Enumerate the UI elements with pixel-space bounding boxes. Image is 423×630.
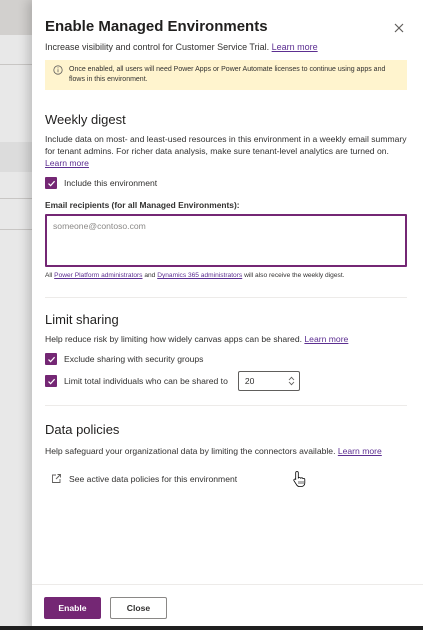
- panel-subtitle: [45, 42, 407, 52]
- enable-managed-environments-panel: [32, 0, 423, 630]
- weekly-digest-heading: Weekly digest: [45, 112, 126, 127]
- power-platform-admins-link[interactable]: Power Platform administrators: [54, 272, 143, 279]
- email-recipients-label: Email recipients (for all Managed Environments):: [45, 200, 240, 210]
- background-divider: [0, 198, 32, 199]
- section-divider: [45, 297, 407, 298]
- background-divider: [0, 64, 32, 65]
- weekly-digest-text: Include data on most- and least-used resources in this environment in a weekly email summary for tenant admins. For richer data analysis, make sure tenant-level analytics are turned on.: [45, 134, 407, 156]
- chevron-down-icon[interactable]: [288, 381, 295, 386]
- background-header: [0, 0, 32, 35]
- limit-individuals-label: Limit total individuals who can be shared to: [64, 376, 228, 386]
- dynamics-365-admins-link[interactable]: Dynamics 365 administrators: [157, 272, 243, 279]
- warning-text: Once enabled, all users will need Power Apps or Power Automate licenses to continue using apps and flows in this environment.: [69, 66, 386, 83]
- data-policies-heading: Data policies: [45, 422, 120, 437]
- data-policies-description: [45, 445, 407, 457]
- background-page: [0, 0, 32, 630]
- exclude-security-groups-label: Exclude sharing with security groups: [64, 354, 204, 364]
- include-environment-checkbox-row[interactable]: [45, 177, 407, 189]
- panel-scroll-area[interactable]: [32, 0, 423, 582]
- note-suffix: will also receive the weekly digest.: [244, 272, 345, 279]
- exclude-security-groups-row[interactable]: [45, 353, 407, 365]
- background-divider: [0, 229, 32, 230]
- weekly-digest-description: [45, 133, 407, 169]
- checkmark-icon: [47, 179, 56, 188]
- learn-more-link[interactable]: Learn more: [271, 42, 318, 52]
- see-data-policies-label: See active data policies for this environment: [69, 473, 238, 484]
- section-divider: [45, 405, 407, 406]
- checkmark-icon: [47, 377, 56, 386]
- close-icon[interactable]: [391, 20, 407, 36]
- panel-footer: [32, 584, 423, 630]
- email-recipients-input[interactable]: [45, 214, 407, 267]
- limit-sharing-heading: Limit sharing: [45, 312, 119, 327]
- exclude-security-groups-checkbox[interactable]: [45, 353, 57, 365]
- share-limit-value: 20: [244, 376, 255, 386]
- limit-sharing-learn-more-link[interactable]: Learn more: [304, 334, 349, 344]
- open-in-new-icon: [51, 473, 62, 484]
- weekly-digest-learn-more-link[interactable]: Learn more: [45, 158, 89, 168]
- email-placeholder: someone@contoso.com: [53, 221, 146, 231]
- close-button[interactable]: Close: [110, 597, 167, 619]
- include-environment-checkbox[interactable]: [45, 177, 57, 189]
- hand-pointer-cursor-icon: [292, 470, 306, 488]
- info-icon: [53, 65, 63, 75]
- data-policies-learn-more-link[interactable]: Learn more: [337, 446, 382, 456]
- share-limit-stepper[interactable]: [238, 371, 300, 391]
- digest-recipients-note: [45, 272, 407, 279]
- limit-individuals-row[interactable]: [45, 371, 407, 391]
- note-prefix: All: [45, 272, 53, 279]
- taskbar-edge: [0, 626, 423, 630]
- subtitle-text: Increase visibility and control for Customer Service Trial.: [45, 42, 270, 52]
- checkmark-icon: [47, 355, 56, 364]
- stepper-arrows[interactable]: [288, 376, 295, 386]
- limit-individuals-checkbox[interactable]: [45, 375, 57, 387]
- license-warning: [45, 60, 407, 90]
- enable-button[interactable]: Enable: [44, 597, 101, 619]
- note-mid: and: [144, 272, 156, 279]
- limit-sharing-text: Help reduce risk by limiting how widely canvas apps can be shared.: [45, 334, 302, 344]
- see-data-policies-link[interactable]: [51, 473, 407, 484]
- background-selected-row: [0, 142, 32, 172]
- include-environment-label: Include this environment: [64, 178, 158, 188]
- data-policies-text: Help safeguard your organizational data by limiting the connectors available.: [45, 446, 336, 456]
- limit-sharing-description: [45, 333, 407, 345]
- panel-title: Enable Managed Environments: [45, 18, 268, 35]
